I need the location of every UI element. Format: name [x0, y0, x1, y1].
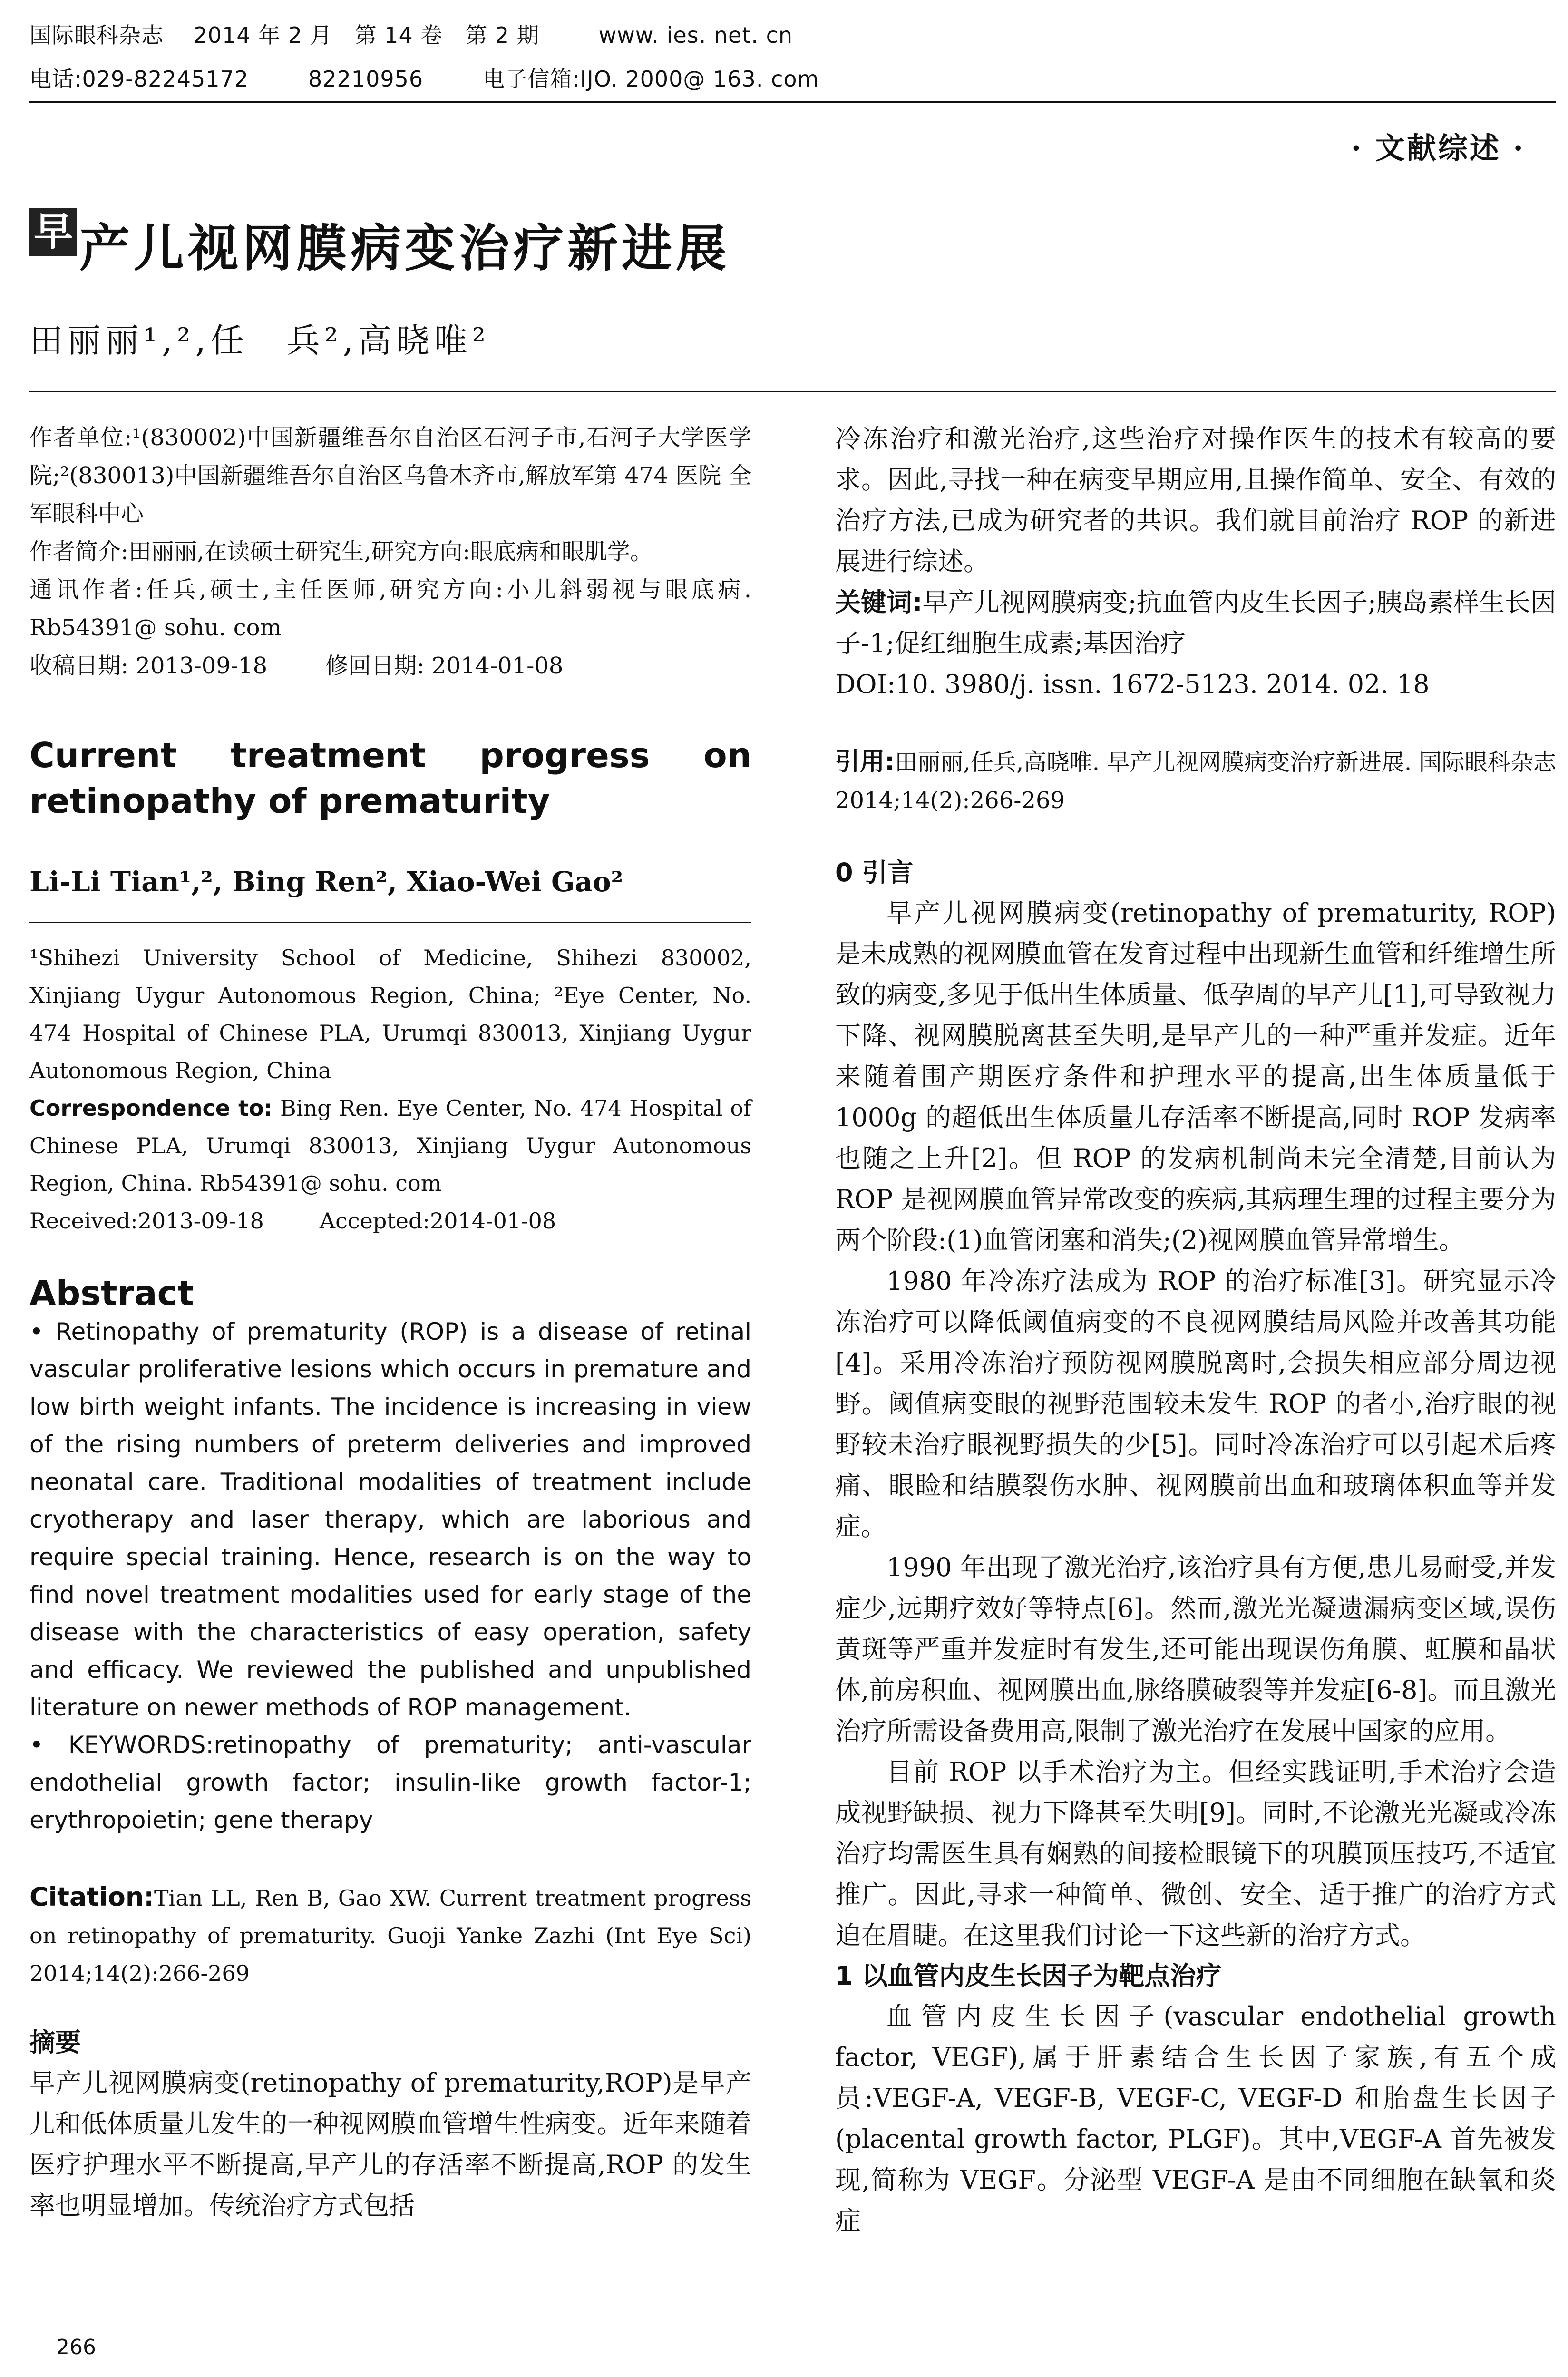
english-correspondence — [29, 1090, 751, 1202]
english-authors: Li-Li Tian¹,², Bing Ren², Xiao-Wei Gao² — [29, 866, 623, 898]
cite-cn-label: 引用: — [835, 748, 895, 776]
correspondence-cn: 通讯作者:任兵,硕士,主任医师,研究方向:小儿斜弱视与眼底病. Rb54391@ sohu. com — [29, 576, 751, 641]
zhaiyao-text: 早产儿视网膜病变(retinopathy of prematurity,ROP)是早产儿和低体质量儿发生的一种视网膜血管增生性病变。近年来随着医疗护理水平不断提高,早产儿的存活率不断提高,ROP 的发生率也明显增加。传统治疗方式包括 — [29, 2068, 751, 2221]
cite-cn — [835, 743, 1556, 819]
abstract-text: • Retinopathy of prematurity (ROP) is a disease of retinal vascular proliferative lesions which occurs in premature and low birth weight infants. The incidence is increasing in view of the rising numbers of preterm deliveries and improved neonatal care. Traditional modalities of treatment include cryotherapy and laser therapy, which are laborious and require special training. Hence, research is on the way to find novel treatment modalities used for early stage of the disease with the characteristics of easy operation, safety and efficacy. We reviewed the published and unpublished literature on newer methods of ROP management. — [29, 1318, 751, 1721]
correspondence-text: Bing Ren. Eye Center, No. 474 Hospital of Chinese PLA, Urumqi 830013, Xinjiang Uygur Autonomous Region, China. Rb54391@ sohu. com — [29, 1095, 751, 1196]
title-text: 产儿视网膜病变治疗新进展 — [79, 219, 730, 278]
journal-header-line2: 电话:029-82245172 82210956 电子信箱:IJO. 2000@ 163. com — [29, 66, 819, 92]
journal-header-line1: 国际眼科杂志 2014 年 2 月 第 14 卷 第 2 期 www. ies. net. cn — [29, 22, 793, 48]
authors-cn: 田丽丽¹,²,任 兵²,高晓唯² — [29, 321, 490, 360]
right-column — [835, 419, 1556, 2241]
cite-cn-text: 田丽丽,任兵,高晓唯. 早产儿视网膜病变治疗新进展. 国际眼科杂志 2014;14(2):266-269 — [835, 749, 1557, 814]
english-title-line1: Current treatment progress on — [29, 735, 751, 775]
correspondence-label: Correspondence to: — [29, 1095, 273, 1121]
left-column — [29, 419, 751, 2226]
page-number: 266 — [56, 2335, 96, 2359]
citation — [29, 1878, 751, 1992]
english-title-line2: retinopathy of prematurity — [29, 781, 550, 821]
title-rule — [29, 391, 1556, 392]
affiliation-cn: 作者单位:¹(830002)中国新疆维吾尔自治区石河子市,石河子大学医学院;²(830013)中国新疆维吾尔自治区乌鲁木齐市,解放军第 474 医院 全军眼科中心 — [29, 424, 751, 527]
doi: DOI:10. 3980/j. issn. 1672-5123. 2014. 02. 18 — [835, 669, 1430, 699]
received-accepted: Received:2013-09-18 Accepted:2014-01-08 — [29, 1208, 556, 1234]
keywords-en: • KEYWORDS:retinopathy of prematurity; anti-vascular endothelial growth factor; insulin-like growth factor-1; erythropoietin; gene therapy — [29, 1731, 751, 1834]
section-1-heading: 1 以血管内皮生长因子为靶点治疗 — [835, 1961, 1222, 1991]
body-paragraph-1: 早产儿视网膜病变(retinopathy of prematurity, ROP)是未成熟的视网膜血管在发育过程中出现新生血管和纤维增生所致的病变,多见于低出生体质量、低孕周的早产儿[1],可导致视力下降、视网膜脱离甚至失明,是早产儿的一种严重并发症。近年来随着围产期医疗条件和护理水平的提高,出生体质量低于 1000g 的超低出生体质量儿存活率不断提高,同时 ROP 发病率也随之上升[2]。但 ROP 的发病机制尚未完全清楚,目前认为 ROP 是视网膜血管异常改变的疾病,其病理生理的过程主要分为两个阶段:(1)血管闭塞和消失;(2)视网膜血管异常增生。 — [835, 898, 1556, 1255]
body-paragraph-5: 血管内皮生长因子(vascular endothelial growth factor, VEGF),属于肝素结合生长因子家族,有五个成员:VEGF-A, VEGF-B, VEGF-C, VEGF-D 和胎盘生长因子(placental growth factor, PLGF)。其中,VEGF-A 首先被发现,简称为 VEGF。分泌型 VEGF-A 是由不同细胞在缺氧和炎症 — [835, 2001, 1556, 2236]
keywords-cn — [835, 582, 1556, 664]
dates-cn: 收稿日期: 2013-09-18 修回日期: 2014-01-08 — [29, 653, 564, 679]
author-bio-cn: 作者简介:田丽丽,在读硕士研究生,研究方向:眼底病和眼肌学。 — [29, 538, 653, 565]
citation-label: Citation: — [29, 1882, 154, 1912]
english-affiliation: ¹Shihezi University School of Medicine, Shihezi 830002, Xinjiang Uygur Autonomous Region, China; ²Eye Center, No. 474 Hospital of Chinese PLA, Urumqi 830013, Xinjiang Uygur Autonomous Region, China — [29, 945, 751, 1083]
abstract-heading: Abstract — [29, 1273, 194, 1313]
body-paragraph-4: 目前 ROP 以手术治疗为主。但经实践证明,手术治疗会造成视野缺损、视力下降甚至失明[9]。同时,不论激光光凝或冷冻治疗均需医生具有娴熟的间接检眼镜下的巩膜顶压技巧,不适宜推广。因此,寻求一种简单、微创、安全、适于推广的治疗方式迫在眉睫。在这里我们讨论一下这些新的治疗方式。 — [835, 1757, 1556, 1950]
zhaiyao-heading: 摘要 — [29, 2027, 81, 2057]
abstract-cn-continued: 冷冻治疗和激光治疗,这些治疗对操作医生的技术有较高的要求。因此,寻找一种在病变早期应用,且操作简单、安全、有效的治疗方法,已成为研究者的共识。我们就目前治疗 ROP 的新进展进行综述。 — [835, 424, 1556, 576]
header-rule — [29, 101, 1556, 103]
title-first-char-block: 早 — [29, 208, 77, 256]
citation-text: Tian LL, Ren B, Gao XW. Current treatment progress on retinopathy of prematurity. Guoji Yanke Zazhi (Int Eye Sci) 2014;14(2):266-269 — [29, 1885, 751, 1986]
keywords-cn-label: 关键词: — [835, 587, 923, 617]
keywords-cn-text: 早产儿视网膜病变;抗血管内皮生长因子;胰岛素样生长因子-1;促红细胞生成素;基因治疗 — [835, 587, 1556, 658]
section-tag: · 文献综述 · — [1351, 131, 1525, 166]
article-title — [29, 208, 730, 281]
body-paragraph-3: 1990 年出现了激光治疗,该治疗具有方便,患儿易耐受,并发症少,远期疗效好等特点[6]。然而,激光光凝遗漏病变区域,误伤黄斑等严重并发症时有发生,还可能出现误伤角膜、虹膜和晶状体,前房积血、视网膜出血,脉络膜破裂等并发症[6-8]。而且激光治疗所需设备费用高,限制了激光治疗在发展中国家的应用。 — [835, 1552, 1556, 1746]
section-0-heading: 0 引言 — [835, 857, 914, 887]
body-paragraph-2: 1980 年冷冻疗法成为 ROP 的治疗标准[3]。研究显示冷冻治疗可以降低阈值病变的不良视网膜结局风险并改善其功能[4]。采用冷冻治疗预防视网膜脱离时,会损失相应部分周边视野。阈值病变眼的视野范围较未发生 ROP 的者小,治疗眼的视野较未治疗眼视野损失的少[5]。同时冷冻治疗可以引起术后疼痛、眼睑和结膜裂伤水肿、视网膜前出血和玻璃体积血等并发症。 — [835, 1266, 1556, 1541]
